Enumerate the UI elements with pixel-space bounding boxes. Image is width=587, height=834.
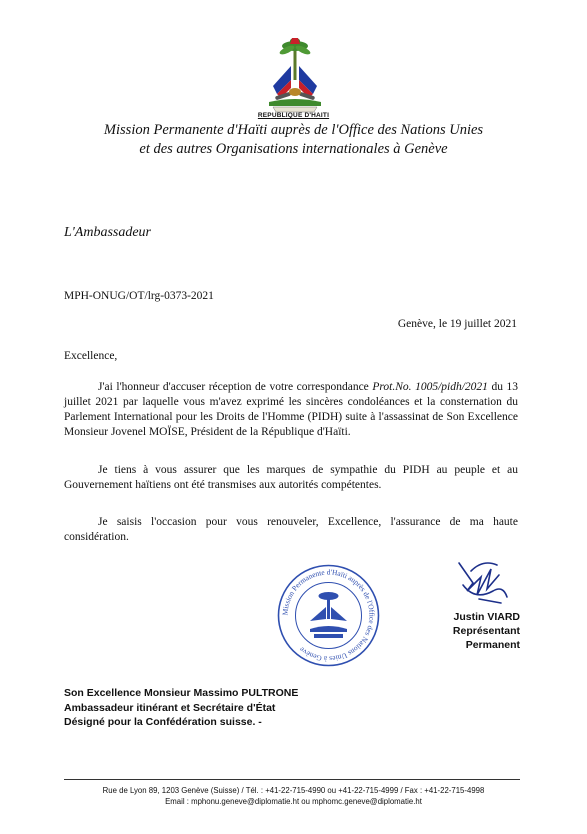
recipient-block xyxy=(64,686,298,730)
official-seal xyxy=(276,563,381,668)
recipient-line-3: Désigné pour la Confédération suisse. - xyxy=(64,716,262,728)
salutation: Excellence, xyxy=(64,350,118,362)
recipient-line-1: Son Excellence Monsieur Massimo PULTRONE xyxy=(64,687,299,699)
footer-divider xyxy=(64,779,520,780)
paragraph-3: Je saisis l'occasion pour vous renouveler, Excellence, l'assurance de ma haute considération. xyxy=(64,516,518,543)
paragraph-2: Je tiens à vous assurer que les marques de sympathie du PIDH au peuple et au Gouvernement haïtiens ont été transmises aux autorités compétentes. xyxy=(64,464,518,491)
paragraph-1-end: du 13 juillet 2021 par laquelle vous m'avez exprimé les sincères condoléances et la consternation du Parlement International pour les Droits de l'Homme (PIDH) suite à l'assassinat de Son Excellence Monsieur Jovenel MOÏSE, Président de la République d'Haïti. xyxy=(64,381,519,438)
mission-line-2: et des autres Organisations internationales à Genève xyxy=(139,141,448,157)
republic-header: REPUBLIQUE D'HAITI xyxy=(257,112,330,119)
footer-email: Email : mphonu.geneve@diplomatie.ht ou mphomc.geneve@diplomatie.ht xyxy=(165,797,422,806)
signature-icon xyxy=(453,555,513,610)
footer-address: Rue de Lyon 89, 1203 Genève (Suisse) / Tél. : +41-22-715-4990 ou +41-22-715-4999 / Fax : +41-22-715-4998 xyxy=(102,786,485,795)
coat-of-arms-icon xyxy=(265,36,325,114)
seal-text: Mission Permanente d'Haïti auprès de l'Office des Nations Unies à Genève xyxy=(280,567,377,664)
seal-emblem-icon xyxy=(310,592,347,638)
paragraph-1-start: J'ai l'honneur d'accuser réception de votre correspondance xyxy=(98,381,373,393)
recipient-line-2: Ambassadeur itinérant et Secrétaire d'État xyxy=(64,701,276,714)
signatory xyxy=(400,610,520,652)
signatory-name: Justin VIARD xyxy=(453,611,520,623)
mission-title xyxy=(40,121,547,159)
signatory-title: Représentant Permanent xyxy=(452,625,520,651)
author-title: L'Ambassadeur xyxy=(64,225,152,240)
reference-number: MPH-ONUG/OT/lrg-0373-2021 xyxy=(64,290,214,302)
footer xyxy=(40,785,547,807)
correspondence-reference: Prot.No. 1005/pidh/2021 xyxy=(372,381,488,393)
mission-line-1: Mission Permanente d'Haïti auprès de l'Office des Nations Unies xyxy=(103,122,484,138)
paragraph-1 xyxy=(64,380,518,440)
letter-date: Genève, le 19 juillet 2021 xyxy=(397,318,517,330)
